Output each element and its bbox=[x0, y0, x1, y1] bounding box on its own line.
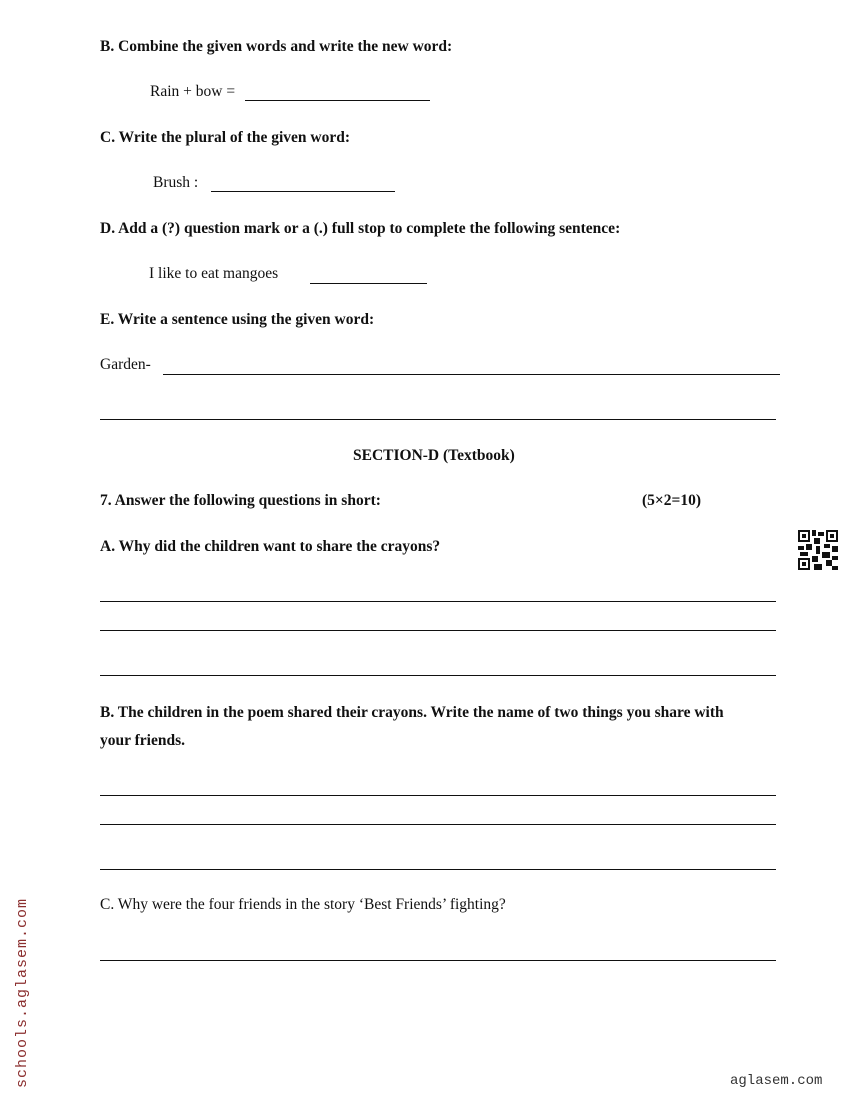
answer-line bbox=[100, 795, 776, 796]
question-c-prompt: Brush : bbox=[153, 174, 199, 191]
question-b-prompt: Rain + bow = bbox=[150, 83, 236, 100]
question-c-title: C. Write the plural of the given word: bbox=[100, 129, 350, 146]
question-d-title: D. Add a (?) question mark or a (.) full stop to complete the following sentence: bbox=[100, 220, 621, 237]
question-7a: A. Why did the children want to share the crayons? bbox=[100, 538, 441, 555]
answer-line bbox=[100, 824, 776, 825]
question-d-prompt: I like to eat mangoes bbox=[149, 265, 279, 282]
footer-watermark: aglasem.com bbox=[730, 1073, 823, 1089]
question-e-prompt: Garden- bbox=[100, 356, 151, 373]
question-7c: C. Why were the four friends in the story ‘Best Friends’ fighting? bbox=[100, 896, 506, 913]
answer-line bbox=[100, 601, 776, 602]
answer-line bbox=[100, 869, 776, 870]
answer-line bbox=[163, 374, 780, 375]
side-watermark: schools.aglasem.com bbox=[14, 897, 31, 1088]
qr-code-icon bbox=[798, 530, 838, 570]
question-7b-line1: B. The children in the poem shared their crayons. Write the name of two things you share with bbox=[100, 704, 724, 721]
answer-line bbox=[100, 419, 776, 420]
question-7b-line2: your friends. bbox=[100, 732, 185, 749]
question-7-title: 7. Answer the following questions in short: bbox=[100, 492, 381, 509]
question-b-title: B. Combine the given words and write the new word: bbox=[100, 38, 453, 55]
answer-line bbox=[100, 630, 776, 631]
section-heading: SECTION-D (Textbook) bbox=[353, 447, 515, 464]
answer-line bbox=[100, 675, 776, 676]
answer-line bbox=[245, 100, 430, 101]
answer-line bbox=[211, 191, 395, 192]
answer-line bbox=[310, 283, 427, 284]
answer-line bbox=[100, 960, 776, 961]
question-e-title: E. Write a sentence using the given word: bbox=[100, 311, 375, 328]
question-7-marks: (5×2=10) bbox=[642, 492, 701, 509]
